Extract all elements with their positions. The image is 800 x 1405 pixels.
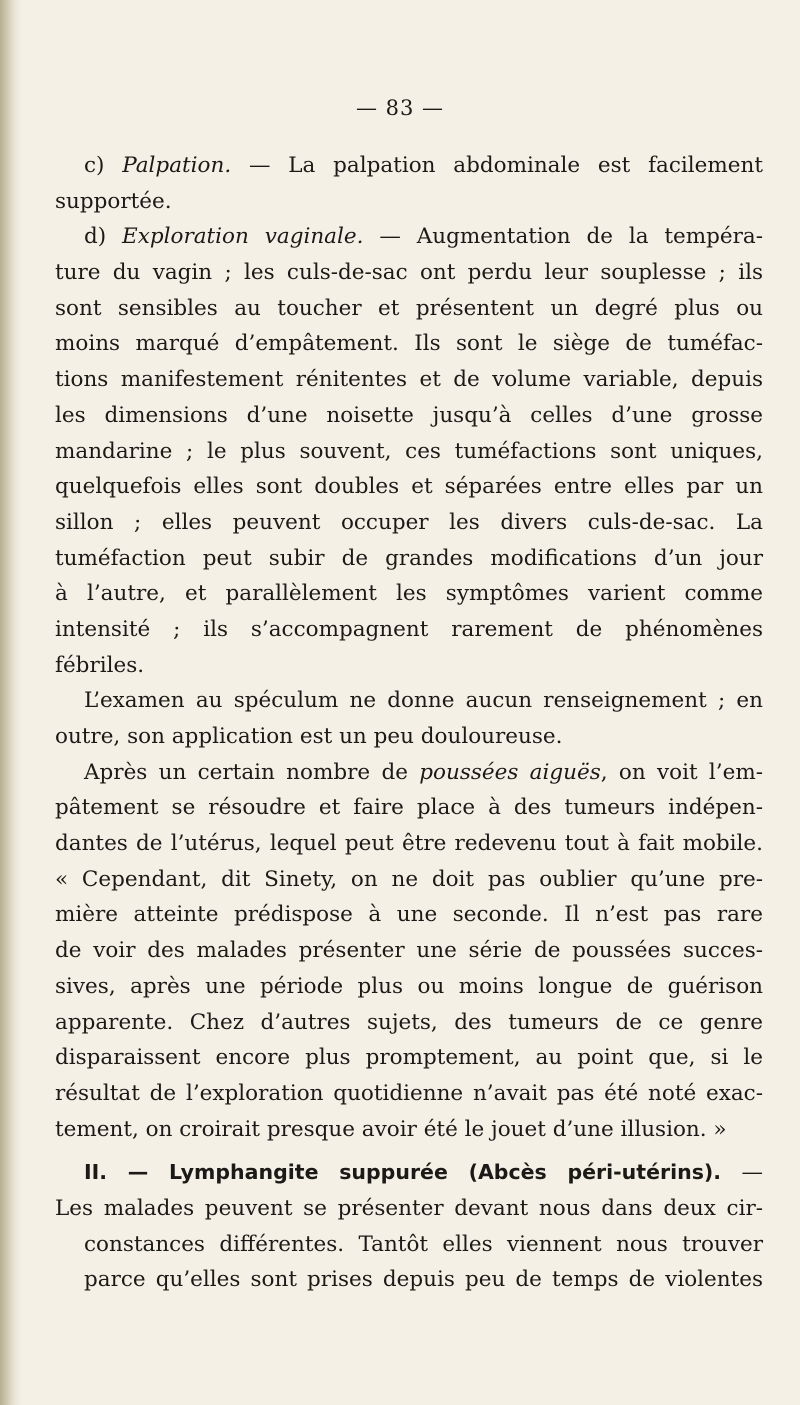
paragraph-d-line: quelquefois elles sont doubles et séparées entre elles par un: [55, 474, 763, 500]
paragraph-apres-line: de voir des malades présenter une série de poussées succes-: [55, 938, 763, 964]
paragraph-d-line: tions manifestement rénitentes et de volume variable, depuis: [55, 367, 763, 393]
item-title: Exploration vaginale.: [122, 224, 364, 250]
text-run: Après un certain nombre de: [84, 759, 408, 785]
item-label: d): [84, 224, 107, 250]
paragraph-d-line: ture du vagin ; les culs-de-sac ont perdu leur souplesse ; ils: [55, 260, 763, 286]
italic-term: poussées aiguës: [419, 759, 601, 785]
paragraph-d-line: moins marqué d’empâtement. Ils sont le siège de tuméfac-: [55, 331, 763, 357]
section-gap: [55, 1147, 763, 1155]
section-line: Les malades peuvent se présenter devant nous dans deux cir-: [55, 1195, 763, 1221]
section-heading: II. — Lymphangite suppurée (Abcès péri-utérins).: [84, 1160, 722, 1185]
paragraph-apres-line: « Cependant, dit Sinety, on ne doit pas oublier qu’une pre-: [55, 866, 763, 892]
paragraph-d-line: à l’autre, et parallèlement les symptômes varient comme: [55, 581, 763, 607]
paragraph-apres-line: disparaissent encore plus promptement, au point que, si le: [55, 1045, 763, 1071]
text-run: , on voit l’em-: [600, 759, 764, 785]
paragraph-d-line: sont sensibles au toucher et présentent un degré plus ou: [55, 295, 763, 321]
paragraph-apres-line: dantes de l’utérus, lequel peut être redevenu tout à fait mobile.: [55, 831, 763, 857]
section-heading-line: [55, 1155, 763, 1191]
paragraph-speculum-line: L’examen au spéculum ne donne aucun renseignement ; en: [84, 688, 763, 714]
paragraph-d-line: fébriles.: [55, 652, 145, 678]
item-title: Palpation.: [122, 153, 232, 178]
paragraph-apres-line: apparente. Chez d’autres sujets, des tumeurs de ce genre: [55, 1009, 763, 1035]
paragraph-apres-line: pâtement se résoudre et faire place à des tumeurs indépen-: [55, 795, 763, 821]
paragraph-speculum-line: outre, son application est un peu douloureuse.: [55, 724, 563, 749]
paragraph-apres-line: [55, 755, 763, 791]
paragraph-d-line: mandarine ; le plus souvent, ces tuméfactions sont uniques,: [55, 438, 763, 464]
page-number: — 83 —: [355, 96, 445, 120]
section-line: parce qu’elles sont prises depuis peu de temps de violentes: [84, 1267, 763, 1293]
paragraph-apres-line: tement, on croirait presque avoir été le jouet d’une illusion. »: [55, 1116, 727, 1142]
text-run: — Augmentation de la tempéra-: [379, 224, 763, 250]
paragraph-apres-line: résultat de l’exploration quotidienne n’avait pas été noté exac-: [55, 1080, 763, 1106]
item-label: c): [84, 153, 105, 178]
body-text: [55, 148, 763, 1298]
paragraph-apres-line: sives, après une période plus ou moins longue de guérison: [55, 973, 763, 999]
text-run: — La palpation abdominale est facilement: [248, 153, 763, 178]
paragraph-d-line: [55, 219, 763, 255]
section-line: constances différentes. Tantôt elles viennent nous trouver: [84, 1231, 763, 1257]
paragraph-d-line: intensité ; ils s’accompagnent rarement de phénomènes: [55, 616, 763, 642]
paragraph-d-line: les dimensions d’une noisette jusqu’à celles d’une grosse: [55, 402, 763, 428]
paragraph-d-line: tuméfaction peut subir de grandes modifications d’un jour: [55, 545, 763, 571]
paragraph-d-line: sillon ; elles peuvent occuper les divers culs-de-sac. La: [55, 509, 763, 535]
paragraph-apres-line: mière atteinte prédispose à une seconde. Il n’est pas rare: [55, 902, 763, 928]
text-run: —: [741, 1160, 763, 1186]
paragraph-c-line: [55, 148, 763, 184]
page-spine-shadow: [0, 0, 14, 1405]
paragraph-c-line: supportée.: [55, 188, 172, 214]
